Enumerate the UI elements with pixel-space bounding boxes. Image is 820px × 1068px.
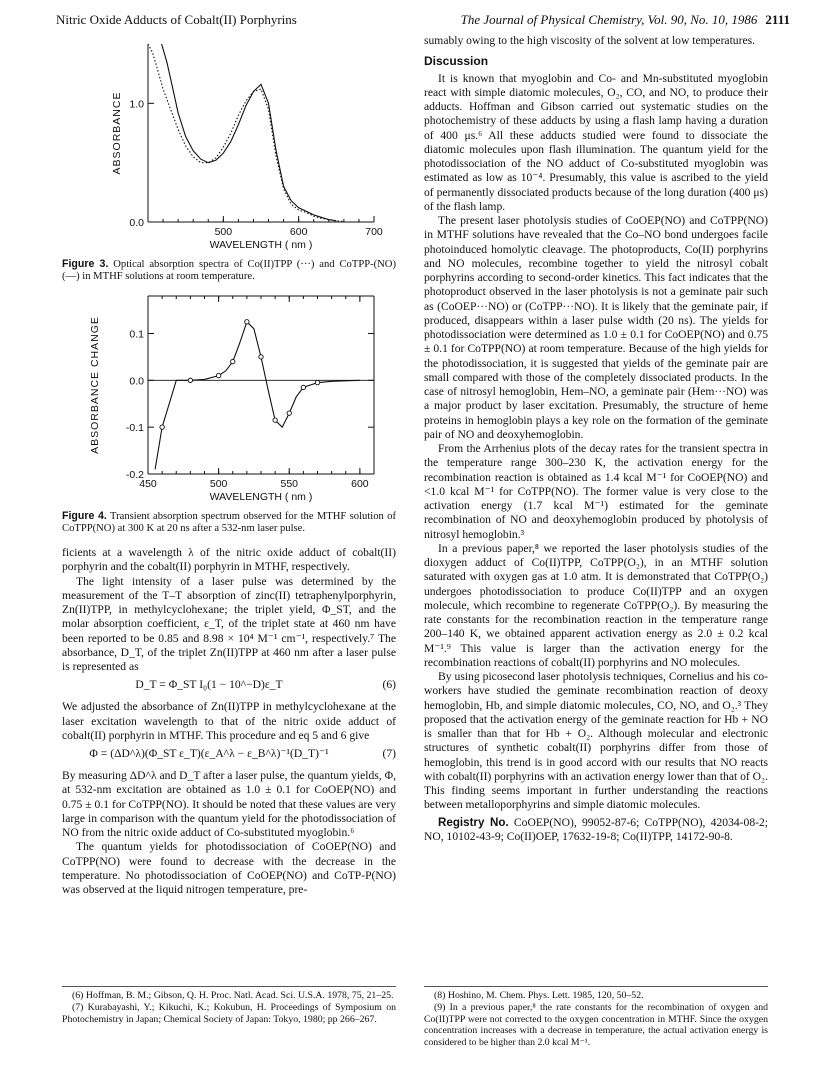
header-journal-name: The Journal of Physical Chemistry, Vol. 90, No. 10, 1986: [460, 12, 758, 27]
header-journal: [461, 12, 790, 28]
x-tick-label: 450: [139, 478, 157, 490]
footnotes-right: [424, 990, 768, 1049]
left-column-text: [62, 546, 396, 897]
paragraph: The quantum yields for photodissociation of CoOEP(NO) and CoTPP(NO) were found to decrease with the decrease in the temperature. No photodissociation of CoOEP(NO) and CoTP-P(NO) was observed at the liquid nitrogen temperature, pre-: [62, 840, 396, 896]
data-point: [301, 385, 305, 389]
paragraph: We adjusted the absorbance of Zn(II)TPP in methylcyclohexane at the laser excitation wavelength to that of the nitric oxide adduct of cobalt(II) porphyrin in MTHF. This procedure and eq 5 and 6 give: [62, 700, 396, 742]
paragraph: By measuring ΔD^λ and D_T after a laser pulse, the quantum yields, Φ, at 532-nm excitation are obtained as 1.0 ± 0.1 for CoOEP(NO) and 0.75 ± 0.1 for CoTPP(NO). It should be noted that these values are very large in comparison with the quantum yield for the photodissociation of NO from the nitric oxide adduct of Co-substituted myoglobin.⁶: [62, 769, 396, 839]
footnote-rule: [424, 986, 768, 987]
y-tick-label: 0.1: [129, 328, 144, 341]
y-tick-label: -0.2: [125, 469, 144, 481]
registry-label: Registry No.: [438, 815, 509, 829]
x-axis-label: WAVELENGTH ( nm ): [209, 491, 313, 503]
data-point: [160, 425, 164, 429]
paragraph: From the Arrhenius plots of the decay rates for the transient spectra in the temperature range 300–230 K, the activation energy for the recombination reaction is obtained as 1.4 kcal M⁻¹ for CoOEP(NO) and <1.0 kcal M⁻¹ for CoTPP(NO). The former value is very close to the activation energy (1.7 kcal M⁻¹) estimated for the geminate recombination of NO and deoxyhemoglobin produced by photolysis of nitrosyl hemoglobin.³: [424, 442, 768, 541]
paragraph: In a previous paper,⁸ we reported the laser photolysis studies of the dioxygen adduct of Co(II)TPP, CoTPP(O₂), in an MTHF solution saturated with oxygen gas at 1.0 atm. It is demonstrated that CoTPP(O₂) undergoes photodissociation to produce Co(II)TPP and an oxygen molecule, which recombine to regenerate CoTPP(O₂). By measuring the rate constants for the recombination reaction in the temperature range 200–140 K, we obtained apparent activation energy as 2.0 ± 0.2 kcal M⁻¹.⁹ This value is larger than the activation energy for the recombination reactions of cobalt(II) porphyrins and NO molecules.: [424, 541, 768, 669]
figure-3-caption: [62, 258, 396, 284]
paragraph: sumably owing to the high viscosity of the solvent at low temperatures.: [424, 34, 756, 47]
footnote-8: (8) Hoshino, M. Chem. Phys. Lett. 1985, 120, 50–52.: [434, 990, 644, 1001]
figure-4: [62, 288, 396, 536]
paragraph: The light intensity of a laser pulse was determined by the measurement of the T–T absorption of zinc(II) tetraphenylporphyrin, Zn(II)TPP, in methylcyclohexane; the triplet yield, Φ_ST, and the molar absorption coefficient, ε_T, of the triplet state at 460 nm have been reported to be 0.85 and 8.98 × 10⁴ M⁻¹ cm⁻¹, respectively.⁷ The absorbance, D_T, of the triplet Zn(II)TPP at 460 nm after a laser pulse is represented as: [62, 574, 396, 673]
equation-7-number: (7): [382, 747, 396, 760]
figure-4-caption: [62, 510, 396, 536]
series-line-1: [148, 44, 344, 221]
series-line-2: [162, 44, 337, 221]
paragraph: ficients at a wavelength λ of the nitric oxide adduct of cobalt(II) porphyrin and the cobalt(II) porphyrin in MTHF, respectively.: [62, 546, 396, 574]
x-tick-label: 500: [209, 478, 228, 490]
footnote-6: (6) Hoffman, B. M.; Gibson, Q. H. Proc. Natl. Acad. Sci. U.S.A. 1978, 75, 21–25.: [72, 990, 394, 1001]
data-point: [231, 359, 235, 363]
figure-4-caption-text: Transient absorption spectrum observed for the MTHF solution of CoTPP(NO) at 300 K at 20 ns after a 532-nm laser pulse.: [62, 511, 396, 535]
paragraph: By using picosecond laser photolysis techniques, Cornelius and his co-workers have studied the geminate recombination reaction of deoxy hemoglobin, Hb, and simple diatomic molecules, CO, NO, and O₂.³ They proposed that the activation energy of the geminate reaction for Hb + NO is smaller than that for Hb + O₂. Although molecular and electronic structures of synthetic cobalt(II) porphyrins differ from those of hemoglobin, this trend is in good accord with our results that NO reacts with cobalt(II) porphyrins with an activation energy lower than that of O₂. This finding seems important in further understanding the reactions between metalloporphyrins and simple diatomic molecules.: [424, 670, 768, 812]
series-line-1: [155, 322, 360, 470]
y-tick-label: 0.0: [129, 217, 144, 229]
data-point: [315, 380, 319, 384]
y-tick-label: 1.0: [129, 98, 144, 111]
figure-3-caption-text: Optical absorption spectra of Co(II)TPP (···) and CoTPP-(NO) (—) in MTHF solutions at room temperature.: [62, 259, 396, 283]
x-tick-label: 500: [214, 226, 233, 238]
x-axis-label: WAVELENGTH ( nm ): [209, 239, 313, 251]
data-point: [216, 373, 220, 377]
data-point: [188, 378, 192, 382]
x-tick-label: 550: [280, 478, 299, 490]
y-axis-label: ABSORBANCE: [111, 91, 123, 175]
header-title: Nitric Oxide Adducts of Cobalt(II) Porphyrins: [56, 12, 297, 27]
equation-6-expression: D_T = Φ_ST I₀(1 − 10^−D)ε_T: [135, 678, 283, 692]
data-point: [273, 418, 277, 422]
footnote-rule: [62, 986, 396, 987]
registry-text: CoOEP(NO), 99052-87-6; CoTPP(NO), 42034-08-2; NO, 10102-43-9; Co(II)OEP, 17632-19-8; Co(II)TPP, 14172-90-8.: [424, 815, 768, 843]
equation-7: [62, 747, 396, 765]
y-axis-label: ABSORBANCE CHANGE: [89, 316, 101, 454]
registry-numbers: [424, 816, 768, 845]
footnotes-left: [62, 990, 396, 1026]
figure-3-caption-label: Figure 3.: [62, 258, 109, 270]
section-heading: Discussion: [424, 54, 489, 69]
x-tick-label: 700: [365, 226, 383, 238]
paragraph: It is known that myoglobin and Co- and Mn-substituted myoglobin react with simple diatomic molecules, O₂, CO, and NO, to produce their adducts. Hoffman and Gibson carried out systematic studies on the photochemistry of these adducts by using a flash lamp having a duration of 400 μs.⁶ All these adducts studied were found to dissociate the diatomic molecules upon flash illumination. The quantum yield for the photodissociation of the NO adduct of Co-substituted myoglobin was estimated as low as 10⁻⁴. Presumably, this value is ascribed to the yield of permanently dissociated products because of the long duration (400 μs) of the flash lamp.: [424, 71, 768, 213]
equation-6-number: (6): [382, 678, 396, 692]
y-tick-label: 0.0: [129, 375, 144, 388]
equation-6: [62, 678, 396, 696]
figure-4-chart: [62, 288, 396, 510]
figure-3: [62, 36, 396, 284]
footnote-7: (7) Kurabayashi, Y.; Kikuchi, K.; Kokubun, H. Proceedings of Symposium on Photochemistry in Japan; Chemical Society of Japan: Tokyo, 1980; pp 266–267.: [62, 1002, 396, 1025]
equation-7-expression: Φ = (ΔD^λ)(Φ_ST ε_T)(ε_A^λ − ε_B^λ)⁻¹(D_T)⁻¹: [89, 747, 329, 760]
figure-4-caption-label: Figure 4.: [62, 510, 107, 522]
right-column-text: [424, 34, 768, 844]
data-point: [259, 355, 263, 359]
data-point: [245, 320, 249, 324]
data-point: [287, 411, 291, 415]
x-tick-label: 600: [351, 478, 369, 490]
paragraph: The present laser photolysis studies of CoOEP(NO) and CoTPP(NO) in MTHF solutions have revealed that the Co–NO bond undergoes facile photoinduced homolytic cleavage. The photoproducts, Co(II) porphyrins and NO molecules, recombine together to yield the nitrosyl cobalt porphyrins according to second-order kinetics. This fact indicates that the photoproduct observed in the laser photolysis is not a geminate pair such as (CoOEP···NO) or (CoTPP···NO). It is likely that the geminate pair, if produced, disappears within a laser pulse width (20 ns). The yields for photodissociation were determined as 1.0 ± 0.1 for CoOEP(NO) and 0.75 ± 0.1 for CoTPP(NO) at room temperature. Because of the high yields for the photodissociation, it is suggested that yields of the geminate pair are small compared with those of the completely dissociated products. In the case of nitrosyl hemoglobin, Hem–NO, a geminate pair (Hem···NO) was a major product by laser excitation. Presumably, the structure of heme proteins in hemoglobin plays a key role on the formation of the geminate pair of NO and deoxyhemoglobin.: [424, 214, 768, 441]
figure-3-chart: [62, 36, 396, 258]
y-tick-label: -0.1: [125, 422, 144, 435]
footnote-9: (9) In a previous paper,⁸ the rate constants for the recombination of oxygen and Co(II)TPP were not corrected to the oxygen concentration in MTHF. Since the oxygen concentration increases with a decrease in temperature, the actual activation energy is considered to be higher than 2.0 kcal M⁻¹.: [424, 1002, 768, 1048]
x-tick-label: 600: [289, 226, 308, 238]
page-number: 2111: [765, 12, 790, 27]
running-header: [0, 12, 820, 34]
